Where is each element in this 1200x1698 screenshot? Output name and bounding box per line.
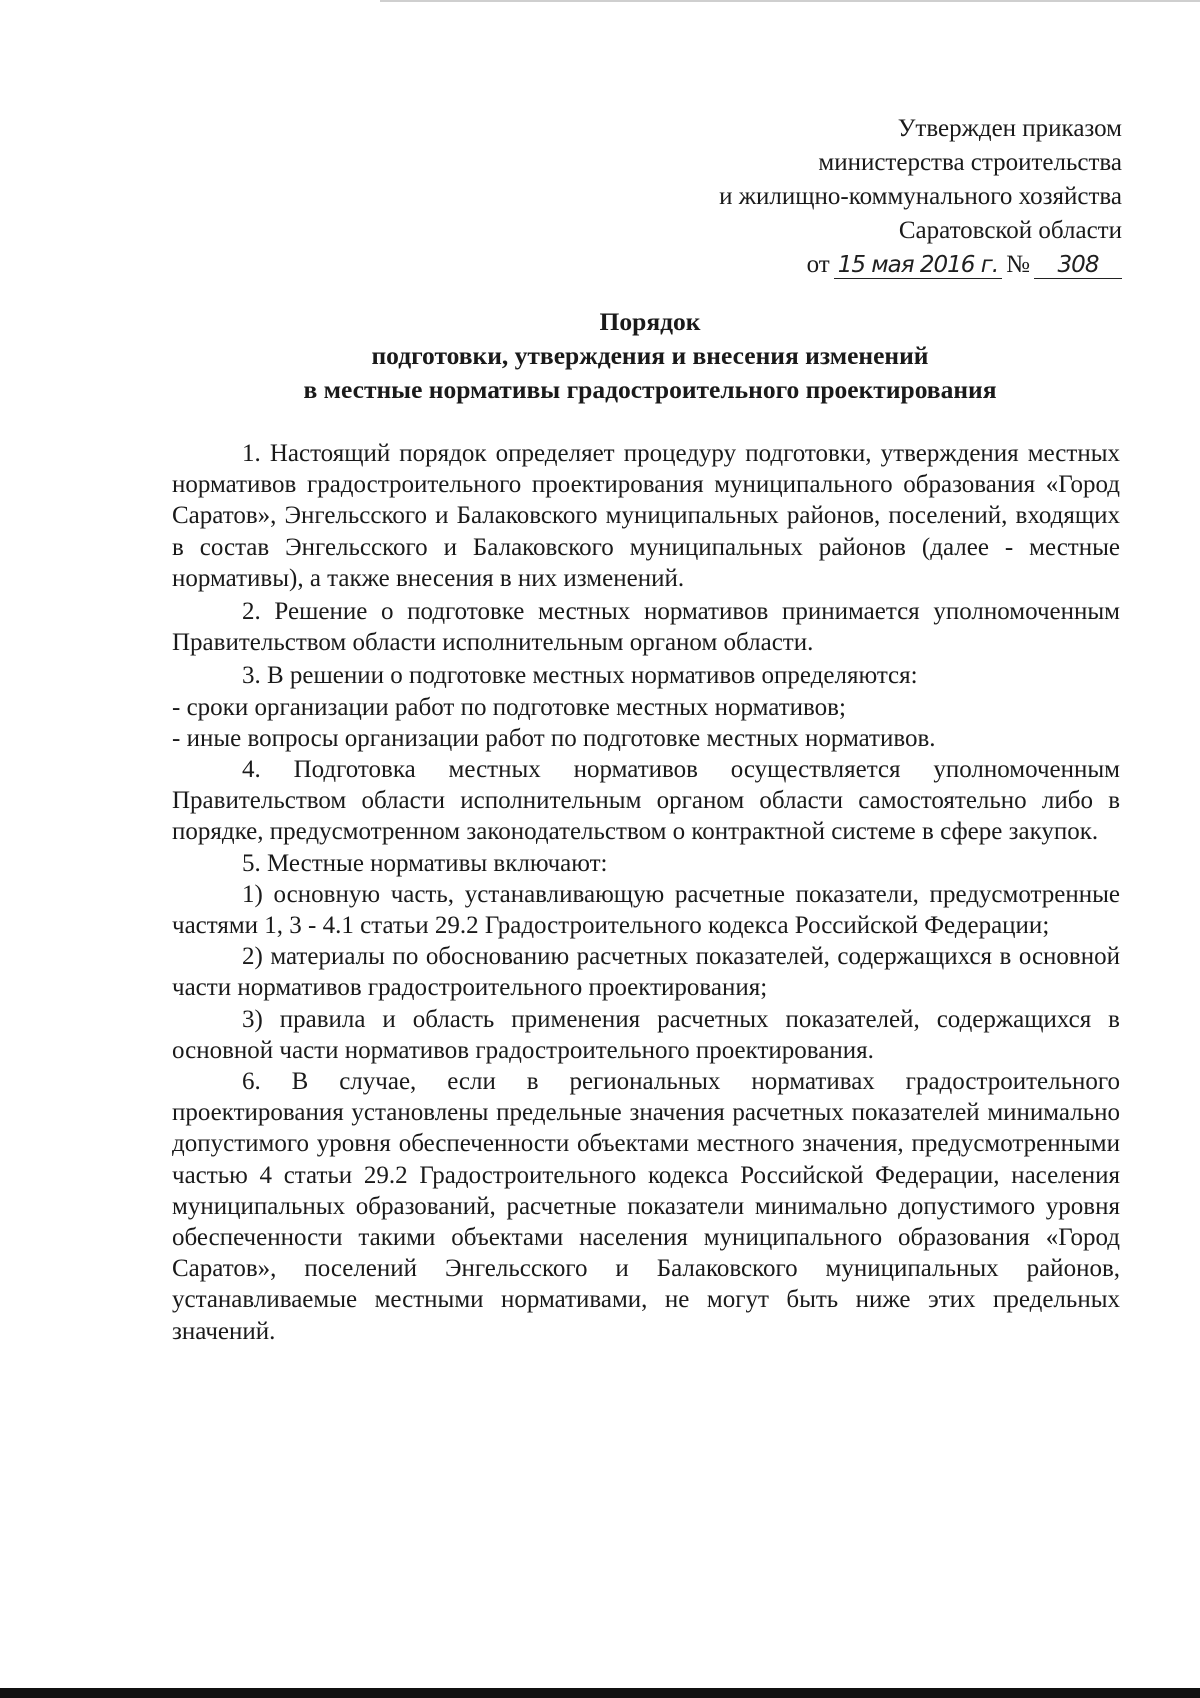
title-line-1: Порядок [599, 307, 701, 336]
paragraph-6: 6. В случае, если в региональных нормативах градостроительного проектирования установлены предельные значения расчетных показателей минимально допустимого уровня обеспеченности объектами местного значения, предусмотренными частью 4 статьи 29.2 Градостроительного кодекса Российской Федерации, населения муниципальных образований, расчетные показатели минимально допустимого уровня обеспеченности такими объектами населения муниципального образования «Город Саратов», поселений Энгельсского и Балаковского муниципальных районов, устанавливаемые местными нормативами, не могут быть ниже этих предельных значений. [172, 1068, 1120, 1345]
scan-edge-top [380, 0, 1200, 2]
paragraph-4: 4. Подготовка местных нормативов осуществляется уполномоченным Правительством области исполнительным органом области самостоятельно либо в порядке, предусмотренном законодательством о контрактной системе в сфере закупок. [172, 756, 1120, 846]
paragraph-2: 2. Решение о подготовке местных нормативов принимается уполномоченным Правительством области исполнительным органом области. [172, 598, 1120, 657]
paragraph-5-item-1: 1) основную часть, устанавливающую расчетные показатели, предусмотренные частями 1, 3 - 4.1 статьи 29.2 Градостроительного кодекса Российской Федерации; [172, 880, 1120, 940]
number-label: № [1006, 251, 1030, 278]
paragraph-5-item-2: 2) материалы по обоснованию расчетных показателей, содержащихся в основной части нормативов градостроительного проектирования; [172, 943, 1120, 1002]
approval-block [719, 112, 1122, 282]
from-label: от [806, 251, 830, 278]
paragraph-3-item-1: - сроки организации работ по подготовке местных нормативов; [172, 693, 846, 721]
approval-line-2: министерства строительства [818, 149, 1122, 176]
title-line-3: в местные нормативы градостроительного проектирования [303, 375, 997, 404]
document-body [172, 438, 1120, 1347]
handwritten-number: 308 [1034, 252, 1122, 279]
title-line-2: подготовки, утверждения и внесения изменений [371, 341, 929, 370]
scan-edge-bottom [0, 1688, 1200, 1698]
approval-line-1: Утвержден приказом [897, 115, 1122, 142]
paragraph-3-item-2: - иные вопросы организации работ по подготовке местных нормативов. [172, 724, 936, 752]
handwritten-date: 15 мая 2016 г. [834, 252, 1002, 279]
approval-line-4: Саратовской области [898, 217, 1122, 244]
paragraph-3: 3. В решении о подготовке местных нормативов определяются: [242, 662, 918, 690]
paragraph-5: 5. Местные нормативы включают: [242, 849, 608, 877]
paragraph-5-item-3: 3) правила и область применения расчетных показателей, содержащихся в основной части нормативов градостроительного проектирования. [172, 1005, 1120, 1064]
paragraph-1: 1. Настоящий порядок определяет процедуру подготовки, утверждения местных нормативов градостроительного проектирования муниципального образования «Город Саратов», Энгельсского и Балаковского муниципальных районов, поселений, входящих в состав Энгельсского и Балаковского муниципальных районов (далее - местные нормативы), а также внесения в них изменений. [172, 440, 1120, 592]
approval-date-line [719, 248, 1122, 282]
document-title [0, 305, 1200, 407]
approval-line-3: и жилищно-коммунального хозяйства [719, 183, 1122, 210]
